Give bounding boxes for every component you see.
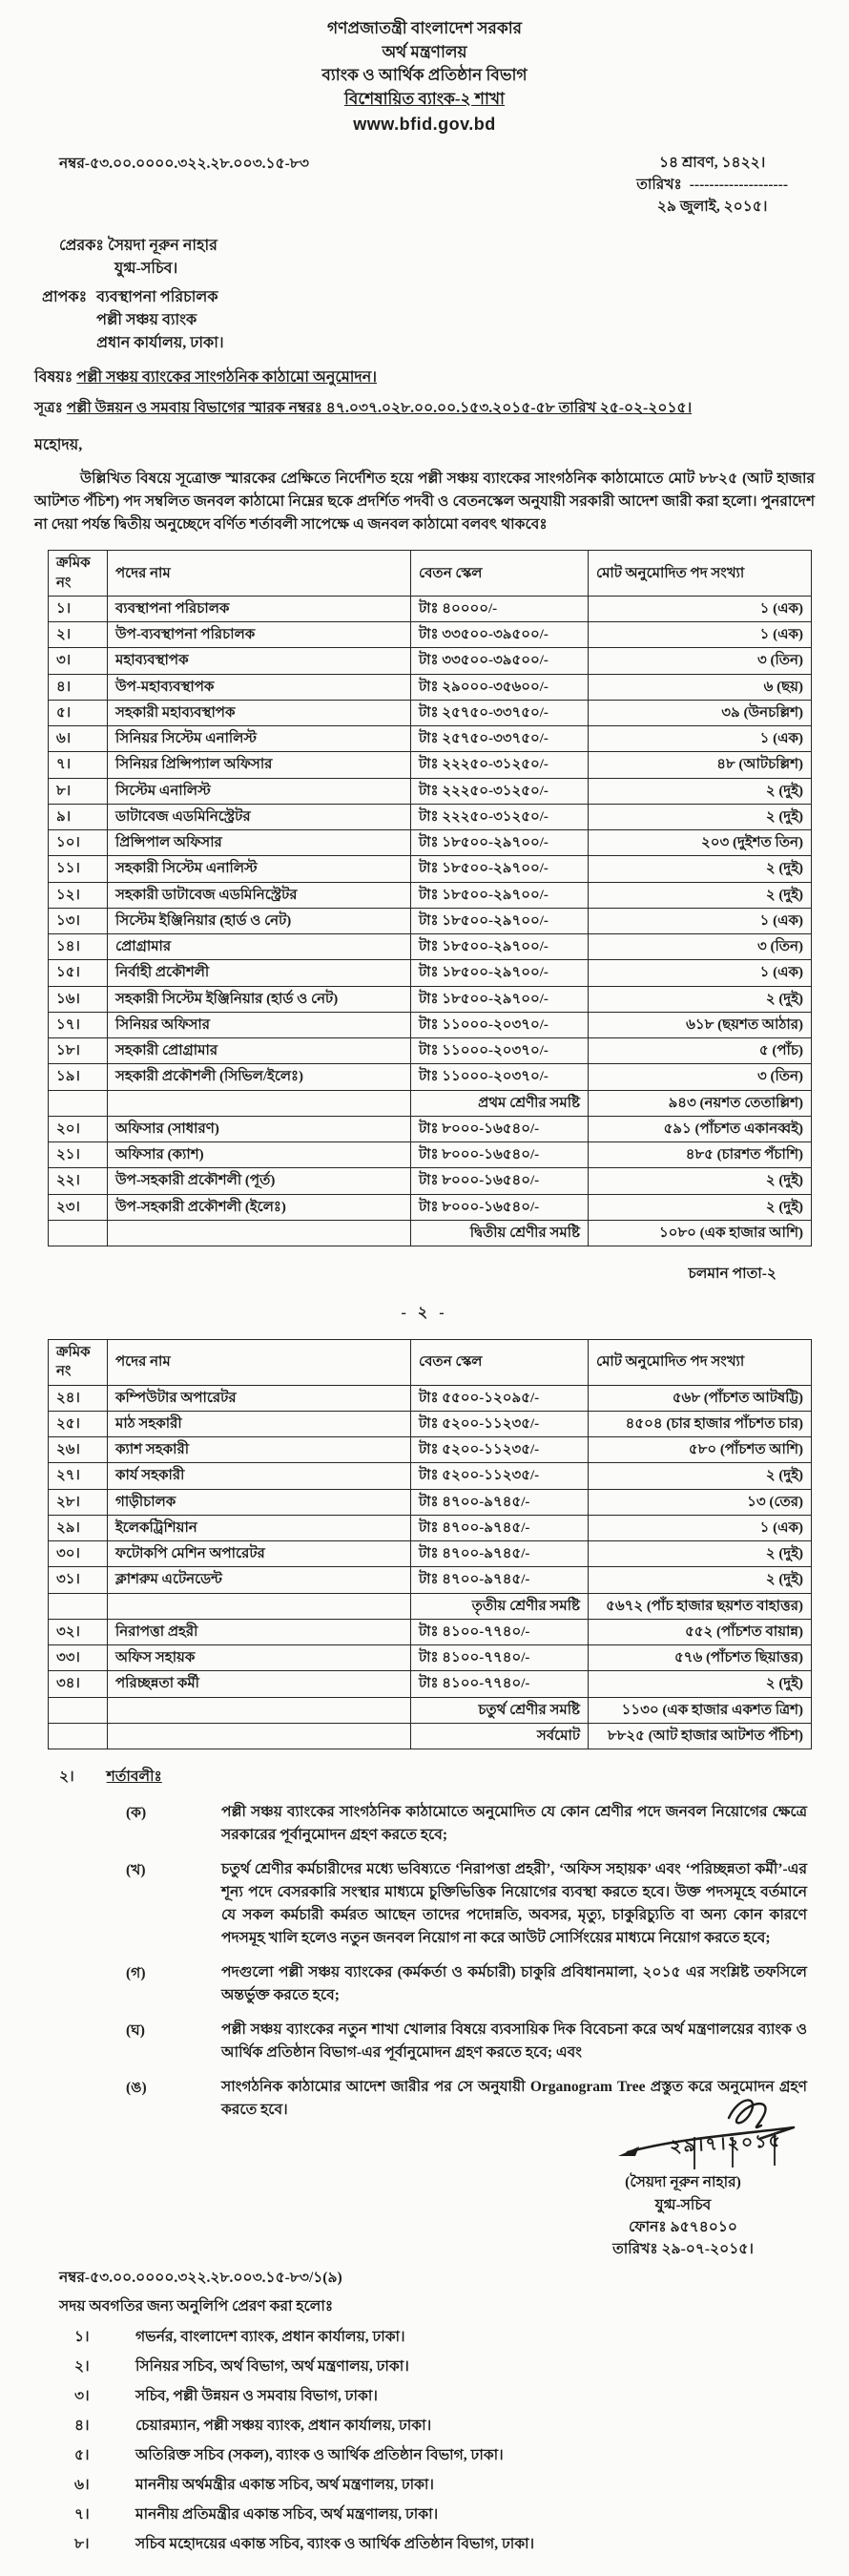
copy-memo-number: নম্বর-৫৩.০০.০০০০.৩২২.২৮.০০৩.১৫-৮৩/১(৯) [59,2270,342,2287]
cell-post-name [108,1723,411,1749]
cell-post-count: ২০৩ (দুইশত তিন) [589,830,812,856]
cell-post-name: সিস্টেম এনালিস্ট [108,778,411,804]
copy-item-number: ৭। [74,2506,90,2524]
cell-post-name: উপ-ব্যবস্থাপনা পরিচালক [108,622,411,648]
cell-serial: ৬। [49,726,108,752]
recipient-line: প্রধান কার্যালয়, ঢাকা। [96,335,224,352]
header-count: মোট অনুমোদিত পদ সংখ্যা [589,1340,812,1386]
header-serial: ক্রমিক নং [49,1340,108,1386]
reference-text: পল্লী উন্নয়ন ও সমবায় বিভাগের স্মারক নম্বরঃ ৪৭.০৩৭.০২৮.০০.০০.১৫৩.২০১৫-৫৮ তারিখ ২৫-০২-২০১৫। [66,400,693,417]
cell-post-count: ৫৮০ (পাঁচশত আশি) [589,1437,812,1463]
table-row [49,1619,812,1644]
cell-serial: ১০। [49,830,108,856]
cell-pay-scale: টাঃ ২২২৫০-৩১২৫০/- [411,778,589,804]
table-row [49,908,812,933]
table-row [49,1038,812,1064]
cell-post-count: ১০৮০ (এক হাজার আশি) [589,1220,812,1246]
header-scale: বেতন স্কেল [411,1340,589,1386]
table-row [49,752,812,778]
cell-serial [49,1697,108,1723]
subject-label: বিষয়ঃ [34,369,73,387]
date-block [636,152,815,219]
table-row [49,1437,812,1463]
cell-post-name: প্রোগ্রামার [108,934,411,960]
sender-label: প্রেরকঃ [59,238,104,255]
condition-text: পল্লী সঞ্চয় ব্যাংকের নতুন শাখা খোলার বিষয়ে ব্যবসায়িক দিক বিবেচনা করে অর্থ মন্ত্রণালয়ের ব্যাংক ও আর্থিক প্রতিষ্ঠান বিভাগ-এর পূর্বানুমোদন গ্রহণ করতে হবে; এবং [221,2021,807,2062]
cell-post-name [108,1220,411,1246]
cell-serial: ১৩। [49,908,108,933]
cell-post-name: প্রিন্সিপাল অফিসার [108,830,411,856]
copy-item-text: মাননীয় প্রতিমন্ত্রীর একান্ত সচিব, অর্থ মন্ত্রণালয়, ঢাকা। [135,2506,439,2524]
cell-post-count: ৫৯১ (পাঁচশত একানব্বই) [589,1116,812,1141]
cell-pay-scale: দ্বিতীয় শ্রেণীর সমষ্টি [411,1220,589,1246]
cell-pay-scale: টাঃ ৪১০০-৭৭৪০/- [411,1619,589,1644]
cell-post-name [108,1697,411,1723]
letterhead [34,17,815,136]
cell-serial: ২৭। [49,1463,108,1489]
table-row [49,830,812,856]
table-row [49,986,812,1012]
subject-line [34,365,815,390]
cell-post-count: ৪৮ (আটচল্লিশ) [589,752,812,778]
table-row [49,700,812,725]
branch-name: বিশেষায়িত ব্যাংক-২ শাখা [344,89,505,108]
cell-post-name: উপ-সহকারী প্রকৌশলী (পূর্ত) [108,1168,411,1194]
signatory-name: (সৈয়দা নূরুন নাহার) [625,2174,741,2191]
government-name: গণপ্রজাতন্ত্রী বাংলাদেশ সরকার [326,19,523,37]
cell-pay-scale: টাঃ ৮০০০-১৬৫৪০/- [411,1142,589,1168]
cell-serial: ১১। [49,856,108,882]
cell-post-count: ৯৪৩ (নয়শত তেতাল্লিশ) [589,1090,812,1116]
cell-pay-scale: চতুর্থ শ্রেণীর সমষ্টি [411,1697,589,1723]
cell-post-count: ২ (দুই) [589,882,812,908]
cell-serial: ২১। [49,1142,108,1168]
cell-post-count: ৩ (তিন) [589,934,812,960]
cell-post-count: ৫ (পাঁচ) [589,1038,812,1064]
cell-pay-scale: টাঃ ১৮৫০০-২৯৭০০/- [411,986,589,1012]
cell-pay-scale: টাঃ ১৮৫০০-২৯৭০০/- [411,960,589,986]
cell-serial: ৩। [49,648,108,674]
copy-item-number: ৬। [74,2477,90,2494]
cell-post-count: ১ (এক) [589,596,812,621]
body-paragraph: উল্লিখিত বিষয়ে সূত্রোক্ত স্মারকের প্রেক্ষিতে নির্দেশিত হয়ে পল্লী সঞ্চয় ব্যাংকের সাংগঠনিক কাঠামোতে মোট ৮৮২৫ (আট হাজার আটশত পঁচিশ) পদ সম্বলিত জনবল কাঠামো নিম্নের ছকে প্রদর্শিত পদবী ও বেতনস্কেল অনুযায়ী সরকারী আদেশ জারী করা হলো। পুনরাদেশ না দেয়া পর্যন্ত দ্বিতীয় অনুচ্ছেদে বর্ণিত শর্তাবলী সাপেক্ষে এ জনবল কাঠামো বলবৎ থাকবেঃ [34,471,815,534]
cell-pay-scale: টাঃ ৪৭০০-৯৭৪৫/- [411,1567,589,1593]
cell-post-count: ২ (দুই) [589,856,812,882]
copy-item-number: ২। [74,2358,90,2376]
cell-post-count: ৫৬৭২ (পাঁচ হাজার ছয়শত বাহাত্তর) [589,1593,812,1619]
cell-serial: ৯। [49,804,108,829]
table-row [49,1411,812,1436]
table-row [49,1489,812,1515]
cell-pay-scale: টাঃ ৪০০০০/- [411,596,589,621]
header-serial: ক্রমিক নং [49,551,108,597]
cell-post-name: সহকারী মহাব্যবস্থাপক [108,700,411,725]
copy-intro: সদয় অবগতির জন্য অনুলিপি প্রেরণ করা হলোঃ [59,2298,334,2315]
cell-post-name: সিস্টেম ইঞ্জিনিয়ার (হার্ড ও নেট) [108,908,411,933]
copy-item-text: গভর্নর, বাংলাদেশ ব্যাংক, প্রধান কার্যালয়, ঢাকা। [135,2329,405,2346]
signature-date-handwritten: ২৯।৭।২০১৫ [669,2131,783,2158]
condition-label: (খ) [126,1862,146,1879]
cell-pay-scale: টাঃ ১৮৫০০-২৯৭০০/- [411,908,589,933]
header-count: মোট অনুমোদিত পদ সংখ্যা [589,551,812,597]
table-row [49,1671,812,1697]
condition-text: সাংগঠনিক কাঠামোর আদেশ জারীর পর সে অনুযায়ী Organogram Tree প্রস্তুত করে অনুমোদন গ্রহণ করতে হবে। [221,2079,807,2119]
cell-post-count: ২ (দুই) [589,1567,812,1593]
cell-post-name: নির্বাহী প্রকৌশলী [108,960,411,986]
copy-item-number: ৩। [74,2388,90,2405]
copy-item-number: ১। [74,2329,90,2346]
cell-pay-scale: সর্বমোট [411,1723,589,1749]
copy-item [34,2443,815,2468]
cell-pay-scale: টাঃ ২৫৭৫০-৩৩৭৫০/- [411,726,589,752]
table-row [49,1116,812,1141]
header-post: পদের নাম [108,551,411,597]
table-row [49,622,812,648]
recipient-line: পল্লী সঞ্চয় ব্যাংক [96,312,197,329]
cell-post-count: ৫৬৮ (পাঁচশত আটষট্টি) [589,1385,812,1411]
cell-serial: ৪। [49,674,108,700]
signature-date: তারিখঃ ২৯-০৭-২০১৫। [612,2241,754,2258]
condition-label: (ঙ) [126,2080,147,2097]
copy-item [34,2503,815,2527]
cell-post-count: ১ (এক) [589,960,812,986]
table-row [49,1385,812,1411]
cell-serial: ২৬। [49,1437,108,1463]
cell-post-name: উপ-সহকারী প্রকৌশলী (ইলেঃ) [108,1194,411,1220]
copy-item-text: সচিব মহোদয়ের একান্ত সচিব, ব্যাংক ও আর্থিক প্রতিষ্ঠান বিভাগ, ঢাকা। [135,2536,535,2553]
copy-section [34,2266,815,2557]
table-row [49,778,812,804]
sender-name: সৈয়দা নূরুন নাহার [107,238,217,255]
cell-pay-scale: টাঃ ৫২০০-১১২৩৫/- [411,1411,589,1436]
table-row [49,1567,812,1593]
cell-post-count: ৪৮৫ (চারশত পঁচাশি) [589,1142,812,1168]
cell-post-count: ২ (দুই) [589,1671,812,1697]
table-row [49,1064,812,1090]
cell-pay-scale: টাঃ ২২২৫০-৩১২৫০/- [411,804,589,829]
header-post: পদের নাম [108,1340,411,1386]
condition-text: চতুর্থ শ্রেণীর কর্মচারীদের মধ্যে ভবিষ্যতে ‘নিরাপত্তা প্রহরী’, ‘অফিস সহায়ক’ এবং ‘পরিচ্ছন্নতা কর্মী’-এর শূন্য পদে বেসরকারি সংস্থার মাধ্যমে চুক্তিভিত্তিক নিয়োগের ব্যবস্থা করতে হবে। উক্ত পদসমূহে বর্তমানে যে সকল কর্মচারী কর্মরত আছেন তাদের পদোন্নতি, অবসর, মৃত্যু, চাকুরিচ্যুতি বা অন্য কোন কারণে পদসমূহ খালি হলেও নতুন জনবল নিয়োগ না করে আউট সোর্সিংয়ের মাধ্যমে নিয়োগ করতে হবে; [221,1861,807,1947]
cell-post-count: ১ (এক) [589,726,812,752]
recipient-line: ব্যবস্থাপনা পরিচালক [96,289,218,306]
cell-post-name: নিরাপত্তা প্রহরী [108,1619,411,1644]
cell-post-name: কম্পিউটার অপারেটর [108,1385,411,1411]
table-row [49,1723,812,1749]
cell-serial [49,1723,108,1749]
cell-serial: ৩৪। [49,1671,108,1697]
cell-serial: ২০। [49,1116,108,1141]
cell-serial [49,1220,108,1246]
table-row [49,1463,812,1489]
table-row [49,1220,812,1246]
table-row [49,596,812,621]
sender-designation: যুগ্ম-সচিব। [114,261,178,278]
cell-post-name: সহকারী সিস্টেম এনালিস্ট [108,856,411,882]
copy-item-number: ৫। [74,2447,90,2464]
table-row [49,726,812,752]
copy-item [34,2473,815,2498]
cell-pay-scale: টাঃ ৪৭০০-৯৭৪৫/- [411,1541,589,1567]
table-row [49,856,812,882]
cell-serial: ২২। [49,1168,108,1194]
condition-item [34,1961,815,2007]
condition-item [34,1801,815,1847]
date-english: ২৯ জুলাই, ২০১৫। [656,199,768,216]
subject-text: পল্লী সঞ্চয় ব্যাংকের সাংগঠনিক কাঠামো অনুমোদন। [76,369,378,387]
condition-label: (ক) [126,1805,147,1822]
recipient-label: প্রাপকঃ [42,289,88,306]
cell-post-count: ২ (দুই) [589,804,812,829]
cell-serial: ৩১। [49,1567,108,1593]
cell-post-name: ব্যবস্থাপনা পরিচালক [108,596,411,621]
cell-post-count: ৫৫২ (পাঁচশত বায়ান্ন) [589,1619,812,1644]
salutation: মহোদয়, [34,437,83,454]
cell-serial: ১২। [49,882,108,908]
table-row [49,1645,812,1671]
cell-serial: ৭। [49,752,108,778]
cell-serial: ২৪। [49,1385,108,1411]
signatory-designation: যুগ্ম-সচিব [654,2196,712,2213]
cell-pay-scale: তৃতীয় শ্রেণীর সমষ্টি [411,1593,589,1619]
cell-post-name: সহকারী সিস্টেম ইঞ্জিনিয়ার (হার্ড ও নেট) [108,986,411,1012]
cell-serial: ২৮। [49,1489,108,1515]
signature-block [549,2089,817,2260]
cell-pay-scale: টাঃ ৩৩৫০০-৩৯৫০০/- [411,622,589,648]
table-row [49,1515,812,1540]
condition-item [34,1858,815,1950]
cell-serial: ১৪। [49,934,108,960]
copy-item [34,2414,815,2439]
cell-post-name: সিনিয়র সিস্টেম এনালিস্ট [108,726,411,752]
table-header-row [49,551,812,597]
cell-pay-scale: টাঃ ১১০০০-২০৩৭০/- [411,1038,589,1064]
cell-pay-scale: টাঃ ৩৩৫০০-৩৯৫০০/- [411,648,589,674]
copy-item [34,2532,815,2557]
cell-serial: ২। [49,622,108,648]
cell-post-count: ২ (দুই) [589,778,812,804]
cell-post-name: সিনিয়র প্রিন্সিপ্যাল অফিসার [108,752,411,778]
cell-serial: ১। [49,596,108,621]
cell-pay-scale: টাঃ ১৮৫০০-২৯৭০০/- [411,830,589,856]
date-label: তারিখঃ [636,176,682,193]
cell-post-name: অফিসার (ক্যাশ) [108,1142,411,1168]
table-row [49,960,812,986]
table-row [49,1168,812,1194]
cell-post-count: ৫৭৬ (পাঁচশত ছিয়াত্তর) [589,1645,812,1671]
table-row [49,1142,812,1168]
cell-serial: ২৫। [49,1411,108,1436]
table-row [49,804,812,829]
cell-serial [49,1090,108,1116]
cell-pay-scale: টাঃ ৪৭০০-৯৭৪৫/- [411,1489,589,1515]
header-scale: বেতন স্কেল [411,551,589,597]
division-name: ব্যাংক ও আর্থিক প্রতিষ্ঠান বিভাগ [321,66,528,85]
copy-item-text: সচিব, পল্লী উন্নয়ন ও সমবায় বিভাগ, ঢাকা। [135,2388,378,2405]
cell-post-count: ৮৮২৫ (আট হাজার আটশত পঁচিশ) [589,1723,812,1749]
cell-post-count: ৩৯ (উনচল্লিশ) [589,700,812,725]
recipient-block [34,286,815,355]
copy-item-number: ৮। [74,2536,90,2553]
cell-post-name: সিনিয়র অফিসার [108,1012,411,1037]
copy-item [34,2384,815,2409]
cell-post-name: সহকারী প্রোগ্রামার [108,1038,411,1064]
condition-label: (ঘ) [126,2022,145,2040]
cell-post-name: ডাটাবেজ এডমিনিস্ট্রেটর [108,804,411,829]
cell-pay-scale: টাঃ ১৮৫০০-২৯৭০০/- [411,882,589,908]
cell-serial: ৮। [49,778,108,804]
website-text: www.bfid.gov.bd [353,114,496,134]
cell-post-name: অফিস সহায়ক [108,1645,411,1671]
cell-pay-scale: টাঃ ৫৫০০-১২০৯৫/- [411,1385,589,1411]
reference-line [34,396,815,421]
page2-marker: - ২ - [401,1305,448,1322]
copy-item-text: অতিরিক্ত সচিব (সকল), ব্যাংক ও আর্থিক প্রতিষ্ঠান বিভাগ, ঢাকা। [135,2447,504,2464]
cell-post-count: ১ (এক) [589,1515,812,1540]
copy-item-text: মাননীয় অর্থমন্ত্রীর একান্ত সচিব, অর্থ মন্ত্রণালয়, ঢাকা। [135,2477,434,2494]
reference-row [34,152,815,219]
cell-post-count: ৬ (ছয়) [589,674,812,700]
cell-pay-scale: টাঃ ৪১০০-৭৭৪০/- [411,1645,589,1671]
cell-post-name: সহকারী প্রকৌশলী (সিভিল/ইলেঃ) [108,1064,411,1090]
cell-pay-scale: টাঃ ১১০০০-২০৩৭০/- [411,1012,589,1037]
sender-block [34,235,815,281]
cell-pay-scale: টাঃ ৫২০০-১১২৩৫/- [411,1437,589,1463]
continuation-note: চলমান পাতা-২ [688,1266,777,1283]
cell-pay-scale: টাঃ ৮০০০-১৬৫৪০/- [411,1116,589,1141]
cell-serial: ৫। [49,700,108,725]
copy-item-text: চেয়ারম্যান, পল্লী সঞ্চয় ব্যাংক, প্রধান কার্যালয়, ঢাকা। [135,2418,432,2435]
memo-number: নম্বর-৫৩.০০.০০০০.৩২২.২৮.০০৩.১৫-৮৩ [59,155,309,172]
cell-serial: ৩০। [49,1541,108,1567]
condition-text: পদগুলো পল্লী সঞ্চয় ব্যাংকের (কর্মকর্তা ও কর্মচারী) চাকুরি প্রবিধানমালা, ২০১৫ এর সংশ্লিষ্ট তফসিলে অন্তর্ভুক্ত করতে হবে; [221,1964,807,2004]
cell-pay-scale: টাঃ ৫২০০-১১২৩৫/- [411,1463,589,1489]
cell-pay-scale: টাঃ ২২২৫০-৩১২৫০/- [411,752,589,778]
cell-post-name: ক্যাশ সহকারী [108,1437,411,1463]
cell-serial: ১৭। [49,1012,108,1037]
table-row [49,1697,812,1723]
cell-serial: ২৩। [49,1194,108,1220]
table-row [49,648,812,674]
cell-post-count: ২ (দুই) [589,1541,812,1567]
cell-post-name [108,1090,411,1116]
table-row [49,934,812,960]
cell-post-count: ২ (দুই) [589,1194,812,1220]
table-header-row [49,1340,812,1386]
cell-post-name [108,1593,411,1619]
cell-post-count: ২ (দুই) [589,1168,812,1194]
cell-pay-scale: টাঃ ১৮৫০০-২৯৭০০/- [411,934,589,960]
cell-pay-scale: টাঃ ৮০০০-১৬৫৪০/- [411,1168,589,1194]
table-row [49,1541,812,1567]
conditions-number: ২। [59,1769,74,1786]
cell-post-count: ৬১৮ (ছয়শত আঠার) [589,1012,812,1037]
cell-serial: ১৮। [49,1038,108,1064]
cell-serial: ৩২। [49,1619,108,1644]
cell-serial: ১৯। [49,1064,108,1090]
signatory-phone: ফোনঃ ৯৫৭৪০১০ [629,2218,737,2235]
cell-post-count: ৩ (তিন) [589,648,812,674]
reference-label: সূত্রঃ [34,400,63,417]
table-row [49,1090,812,1116]
cell-post-name: ইলেকট্রিশিয়ান [108,1515,411,1540]
cell-post-count: ১১৩০ (এক হাজার একশত ত্রিশ) [589,1697,812,1723]
cell-serial: ১৫। [49,960,108,986]
cell-pay-scale: টাঃ ৪১০০-৭৭৪০/- [411,1671,589,1697]
cell-pay-scale: টাঃ ১৮৫০০-২৯৭০০/- [411,856,589,882]
condition-label: (গ) [126,1965,146,1982]
copy-item [34,2325,815,2350]
condition-text: পল্লী সঞ্চয় ব্যাংকের সাংগঠনিক কাঠামোতে অনুমোদিত যে কোন শ্রেণীর পদে জনবল নিয়োগের ক্ষেত্রে সরকারের পূর্বানুমোদন গ্রহণ করতে হবে; [221,1804,807,1844]
cell-post-name: কার্য সহকারী [108,1463,411,1489]
cell-pay-scale: টাঃ ১১০০০-২০৩৭০/- [411,1064,589,1090]
table-row [49,1012,812,1037]
cell-serial [49,1593,108,1619]
conditions-heading: শর্তাবলীঃ [106,1769,162,1786]
ministry-name: অর্থ মন্ত্রণালয় [382,42,467,61]
cell-pay-scale: প্রথম শ্রেণীর সমষ্টি [411,1090,589,1116]
cell-pay-scale: টাঃ ২৫৭৫০-৩৩৭৫০/- [411,700,589,725]
table-row [49,674,812,700]
date-dashes: -------------------- [689,176,788,193]
cell-post-name: মহাব্যবস্থাপক [108,648,411,674]
cell-post-name: পরিচ্ছন্নতা কর্মী [108,1671,411,1697]
cell-post-count: ১৩ (তের) [589,1489,812,1515]
cell-post-name: ক্লাশরুম এটেনডেন্ট [108,1567,411,1593]
posts-table-page2 [48,1339,812,1749]
cell-post-name: গাড়ীচালক [108,1489,411,1515]
table-row [49,1194,812,1220]
cell-serial: ২৯। [49,1515,108,1540]
posts-table-page1 [48,550,812,1246]
date-bangla: ১৪ শ্রাবণ, ১৪২২। [658,154,766,171]
cell-pay-scale: টাঃ ২৯০০০-৩৫৬০০/- [411,674,589,700]
copy-item-text: সিনিয়র সচিব, অর্থ বিভাগ, অর্থ মন্ত্রণালয়, ঢাকা। [135,2358,409,2376]
cell-post-count: ২ (দুই) [589,1463,812,1489]
cell-serial: ৩৩। [49,1645,108,1671]
cell-post-name: অফিসার (সাধারণ) [108,1116,411,1141]
cell-pay-scale: টাঃ ৪৭০০-৯৭৪৫/- [411,1515,589,1540]
cell-post-name: সহকারী ডাটাবেজ এডমিনিস্ট্রেটর [108,882,411,908]
cell-post-count: ৩ (তিন) [589,1064,812,1090]
cell-post-count: ৪৫০৪ (চার হাজার পাঁচশত চার) [589,1411,812,1436]
cell-post-count: ২ (দুই) [589,986,812,1012]
copy-item [34,2355,815,2379]
condition-item [34,2019,815,2064]
cell-pay-scale: টাঃ ৮০০০-১৬৫৪০/- [411,1194,589,1220]
copy-item-number: ৪। [74,2418,90,2435]
copy-list [34,2325,815,2557]
table-row [49,1593,812,1619]
cell-post-name: উপ-মহাব্যবস্থাপক [108,674,411,700]
cell-post-name: ফটোকপি মেশিন অপারেটর [108,1541,411,1567]
cell-post-count: ১ (এক) [589,622,812,648]
cell-post-count: ১ (এক) [589,908,812,933]
cell-post-name: মাঠ সহকারী [108,1411,411,1436]
table-row [49,882,812,908]
conditions-section [34,1765,815,2122]
cell-serial: ১৬। [49,986,108,1012]
